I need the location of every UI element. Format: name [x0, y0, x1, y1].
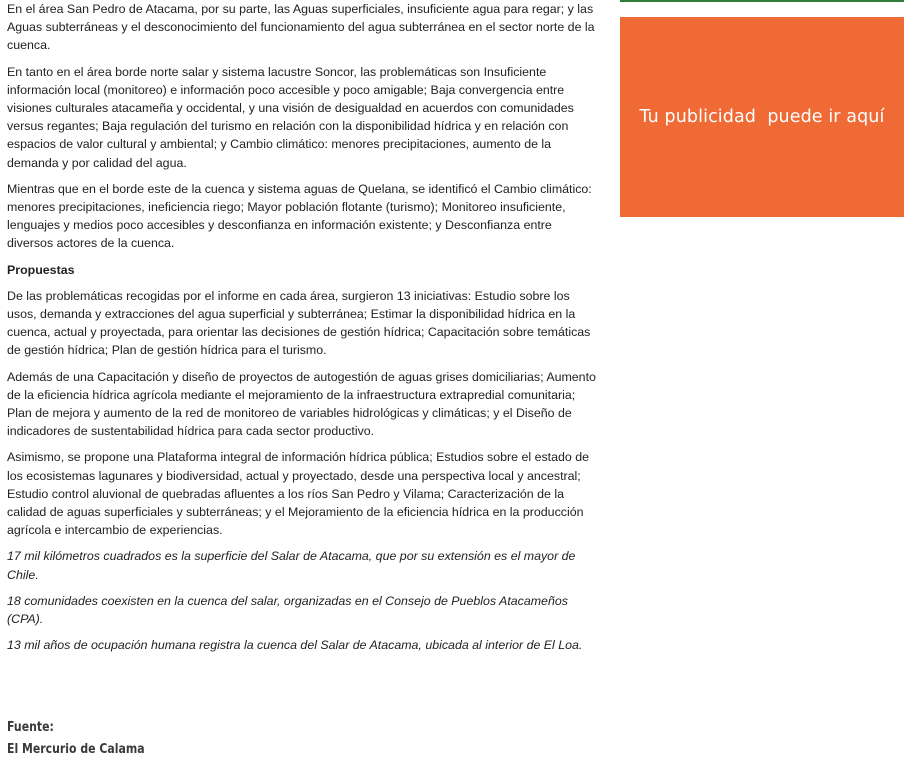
article-paragraph: En tanto en el área borde norte salar y sistema lacustre Soncor, las problemáticas son Insuficiente información local (monitoreo) e información poco accesible y poco amigable; Baja convergencia entre visiones culturales atacameña y occidental, y una visión de desigualdad en acuerdos con comunidades versus regantes; Baja regulación del turismo en relación con la disponibilidad hídrica y en relación con espacios de valor cultural y ambiental; y Cambio climático: menores precipitaciones, aumento de la demanda y por calidad del agua.: [7, 64, 574, 170]
source-name: El Mercurio de Calama: [7, 742, 145, 757]
proposal-paragraph: De las problemáticas recogidas por el informe en cada área, surgieron 13 iniciativas: Estudio sobre los usos, demanda y extracciones del agua superficial y subterránea; Estimar la disponibilidad hídrica en la cuenca, actual y proyectada, para orientar las decisiones de gestión hídrica; Capacitación sobre temáticas de gestión hídrica; Plan de gestión hídrica para el turismo.: [7, 288, 591, 358]
source-label: Fuente:: [7, 720, 54, 735]
article-paragraph: En el área San Pedro de Atacama, por su parte, las Aguas superficiales, insuficiente agua para regar; y las Aguas subterráneas y el desconocimiento del funcionamiento del agua subterránea en el sector norte de la cuenca.: [7, 2, 595, 53]
ad-text: Tu publicidad puede ir aquí: [639, 107, 885, 127]
fact-note: 17 mil kilómetros cuadrados es la superficie del Salar de Atacama, que por su extensión es el mayor de Chile.: [7, 549, 576, 582]
article-body: [7, 0, 597, 663]
section-heading: Propuestas: [7, 262, 75, 277]
fact-note: 13 mil años de ocupación humana registra la cuenca del Salar de Atacama, ubicada al interior de El Loa.: [7, 638, 583, 653]
proposal-paragraph: Asimismo, se propone una Plataforma integral de información hídrica pública; Estudios sobre el estado de los ecosistemas lagunares y biodiversidad, actual y proyectado, desde una perspectiva local y ancestral; Estudio control aluvional de quebradas afluentes a los ríos San Pedro y Vilama; Caracterización de la calidad de aguas superficiales y subterráneas; y el Mejoramiento de la eficiencia hídrica en la producción agrícola e intercambio de experiencias.: [7, 450, 589, 538]
fact-note: 18 comunidades coexisten en la cuenca del salar, organizadas en el Consejo de Pueblos Atacameños (CPA).: [7, 593, 568, 627]
source-credit: [7, 717, 145, 761]
advertisement-banner[interactable]: [620, 17, 904, 217]
article-paragraph: Mientras que en el borde este de la cuenca y sistema aguas de Quelana, se identificó el Cambio climático: menores precipitaciones, ineficiencia riego; Mayor población flotante (turismo); Monitoreo insuficiente, lenguajes y medios poco accesibles y desconfianza en información existente; y Desconfianza entre diversos actores de la cuenca.: [7, 181, 592, 251]
proposal-paragraph: Además de una Capacitación y diseño de proyectos de autogestión de aguas grises domiciliarias; Aumento de la eficiencia hídrica agrícola mediante el mejoramiento de la infraestructura extrapredial comunitaria; Plan de mejora y aumento de la red de monitoreo de variables hidrológicas y climáticas; y el Diseño de indicadores de sustentabilidad hídrica para cada sector productivo.: [7, 369, 596, 439]
sidebar-top-rule: [620, 0, 904, 2]
